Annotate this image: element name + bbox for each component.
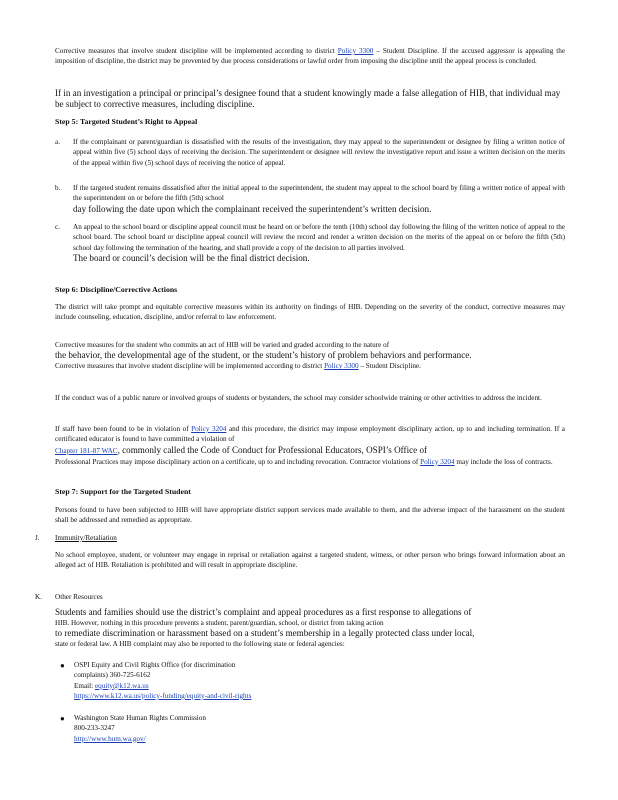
step5-item-c: c. An appeal to the school board or discipline appeal council must be heard on or before the tenth (10th) school day following the filing of the written notice of appeal to the school board. The school board or discipline appeal council will review the record and render a written decision on the merits of the appeal on or before the fifth (5th) school day following the termination of the hearing, and shall provide a copy of the decision to all parties involved. The board or council’s decision will be the final district decision. <box>55 223 565 263</box>
policy-3204-link[interactable]: Policy 3204 <box>420 457 455 466</box>
step5-item-b: b. If the targeted student remains dissatisfied after the initial appeal to the superintendent, the student may appeal to the school board by filing a written notice of appeal with the superintendent on or before the fifth (5th) school day following the date upon which the complainant received the superintendent’s written decision. <box>55 184 565 214</box>
step6-paragraph-1: The district will take prompt and equitable corrective measures within its authority on findings of HIB. Depending on the severity of the conduct, corrective measures may include counseling, education, discipline, and/or referral to law enforcement. <box>55 303 565 322</box>
policy-3204-link[interactable]: Policy 3204 <box>191 425 227 433</box>
step6-paragraph-3: If the conduct was of a public nature or involved groups of students or bystanders, the school may consider schoolwide training or other activities to address the incident. <box>55 394 542 402</box>
carryover-text-b: – Student Discipline. If the accused aggressor is appealing the imposition of discipline, the district may be prevented by due process considerations or lawful order from imposing the discipline until the appeal process is concluded. <box>55 47 566 66</box>
step6-heading: Step 6: Discipline/Corrective Actions <box>55 285 178 294</box>
step5-carryover-paragraph <box>55 46 565 67</box>
step5-heading: Step 5: Targeted Student’s Right to Appeal <box>55 117 198 126</box>
document-page: Corrective measures that involve student discipline will be implemented according to district Policy 3300 – Student Discipline. If the accused aggressor is appealing the imposition of discipline, the district may be prevented by due process considerations or lawful order from imposing the discipline until the appeal process is concluded. If in an investigation a principal or principal’s designee found that a student knowingly made a false allegation of HIB, that individual may be subject to corrective measures, including discipline. Step 5: Targeted Student’s Right to Appeal a. If the complainant or parent/guardian is dissatisfied with the results of the investigation, they may appeal to the superintendent or designee by filing a written notice of appeal within five (5) school days of receiving the decision. The superintendent or designee will review the investigative report and issue a written decision on the merits of the appeal within five (5) school days of receiving the notice of appeal. b. If the targeted student remains dissatisfied after the initial appeal to the superintendent, the student may appeal to the school board by filing a written notice of appeal with the superintendent on or before the fifth (5th) school day following the date upon which the complainant received the superintendent’s written decision. c. An appeal to the school board or discipline appeal council must be heard on or before the tenth (10th) school day following the filing of the written notice of appeal to the school board. The school board or discipline appeal council will review the record and render a written decision on the merits of the appeal on or before the fifth (5th) school day following the termination of the hearing, and shall provide a copy of the decision to all parties involved. The board or council’s decision will be the final district decision. Step 6: Discipline/Corrective Actions The district will take prompt and equitable corrective measures within its authority on findings of HIB. Depending on the severity of the conduct, corrective measures may include counseling, education, discipline, and/or referral to law enforcement. Corrective measures for the student who commits an act of HIB will be varied and graded according to the nature of the behavior, the developmental age of the student, or the student’s history of problem behaviors and performance. Corrective measures that involve student discipline will be implemented according to district Policy 3300 – Student Discipline. If the conduct was of a public nature or involved groups of students or bystanders, the school may consider schoolwide training or other activities to address the incident. If staff have been found to be in violation of Policy 3204 and this procedure, the district may impose employment disciplinary action, up to and including termination. If a certificated educator is found to have committed a violation of Chapter 181-87 WAC, commonly called the Code of Conduct for Professional Educators, OSPI’s Office of Professional Practices may impose disciplinary action on a certificate, up to and including revocation. Contractor violations of Policy 3204 may include the loss of contracts. Step 7: Support for the Targeted Student Persons found to have been subjected to HIB will have appropriate district support services made available to them, and the adverse impact of the harassment on the student shall be addressed and remedied as appropriate. J. Immunity/Retaliation No school employee, student, or volunteer may engage in reprisal or retaliation against a targeted student, witness, or other person who brings forward information about an alleged act of HIB. Retaliation is prohibited and will result in appropriate discipline. K. Other Resources Students and families should use the district’s complaint and appeal procedures as a first response to allegations of HIB. However, nothing in this procedure prevents a student, parent/guardian, school, or district from taking action to remediate discrimination or harassment based on a student’s membership in a legally protected class under local, state or federal law. A HIB complaint may also be reported to the following state or federal agencies: ● OSPI Equity and Civil Rights Office (for discrimination complaints) 360-725-6162 Email: equity@k12.wa.us https://www.k12.wa.us/policy-funding/equity-and-civil-rights ● Washington State Human Rights Commission 800-233-3247 http://www.hum.wa.gov/ <box>35 47 566 743</box>
section-k-paragraph: Students and families should use the district’s complaint and appeal procedures as a first response to allegations of HIB. However, nothing in this procedure prevents a student, parent/guardian, school, or district from taking action to remediate discrimination or harassment based on a student’s membership in a legally protected class under local, state or federal law. A HIB complaint may also be reported to the following state or federal agencies: <box>55 607 475 649</box>
step6-paragraph-2: Corrective measures for the student who commits an act of HIB will be varied and graded according to the nature of the behavior, the developmental age of the student, or the student’s history of problem behaviors and performance. Corrective measures that involve student discipline will be implemented according to district Policy 3300 – Student Discipline. <box>55 341 472 371</box>
resource-hrc: ● Washington State Human Rights Commission 800-233-3247 http://www.hum.wa.gov/ <box>60 713 500 744</box>
resource-ospi: ● OSPI Equity and Civil Rights Office (for discrimination complaints) 360-725-6162 Email: equity@k12.wa.us https://www.k12.wa.us/policy-funding/equity-and-civil-rights <box>60 660 500 701</box>
carryover-text-a: Corrective measures that involve student discipline will be implemented according to district <box>55 47 335 55</box>
step7-paragraph: Persons found to have been subjected to HIB will have appropriate district support services made available to them, and the adverse impact of the harassment on the student shall be addressed and remedied as appropriate. <box>55 506 565 525</box>
ospi-url-link[interactable]: https://www.k12.wa.us/policy-funding/equity-and-civil-rights <box>74 691 252 700</box>
bullet-icon: ● <box>60 661 65 670</box>
wac-181-87-link[interactable]: Chapter 181-87 WAC <box>55 446 118 455</box>
policy-3300-link[interactable]: Policy 3300 <box>337 47 374 55</box>
step7-heading: Step 7: Support for the Targeted Student <box>55 487 191 496</box>
hrc-url-link[interactable]: http://www.hum.wa.gov/ <box>74 734 146 743</box>
policy-3300-link[interactable]: Policy 3300 <box>324 362 359 371</box>
false-allegation-paragraph: If in an investigation a principal or principal’s designee found that a student knowingly made a false allegation of HIB, that individual may be subject to corrective measures, including discipline. <box>55 88 561 109</box>
step6-paragraph-4: If staff have been found to be in violation of Policy 3204 and this procedure, the district may impose employment disciplinary action, up to and including termination. If a certificated educator is found to have committed a violation of Chapter 181-87 WAC, commonly called the Code of Conduct for Professional Educators, OSPI’s Office of Professional Practices may impose disciplinary action on a certificate, up to and including revocation. Contractor violations of Policy 3204 may include the loss of contracts. <box>55 425 565 466</box>
bullet-icon: ● <box>60 714 65 723</box>
ospi-email-link[interactable]: equity@k12.wa.us <box>94 681 149 690</box>
section-j-paragraph: No school employee, student, or volunteer may engage in reprisal or retaliation against a targeted student, witness, or other person who brings forward information about an alleged act of HIB. Retaliation is prohibited and will result in appropriate discipline. <box>55 551 565 570</box>
step5-item-a: a. If the complainant or parent/guardian is dissatisfied with the results of the investigation, they may appeal to the superintendent or designee by filing a written notice of appeal within five (5) school days of receiving the decision. The superintendent or designee will review the investigative report and issue a written decision on the merits of the appeal within five (5) school days of receiving the notice of appeal. <box>55 138 565 167</box>
